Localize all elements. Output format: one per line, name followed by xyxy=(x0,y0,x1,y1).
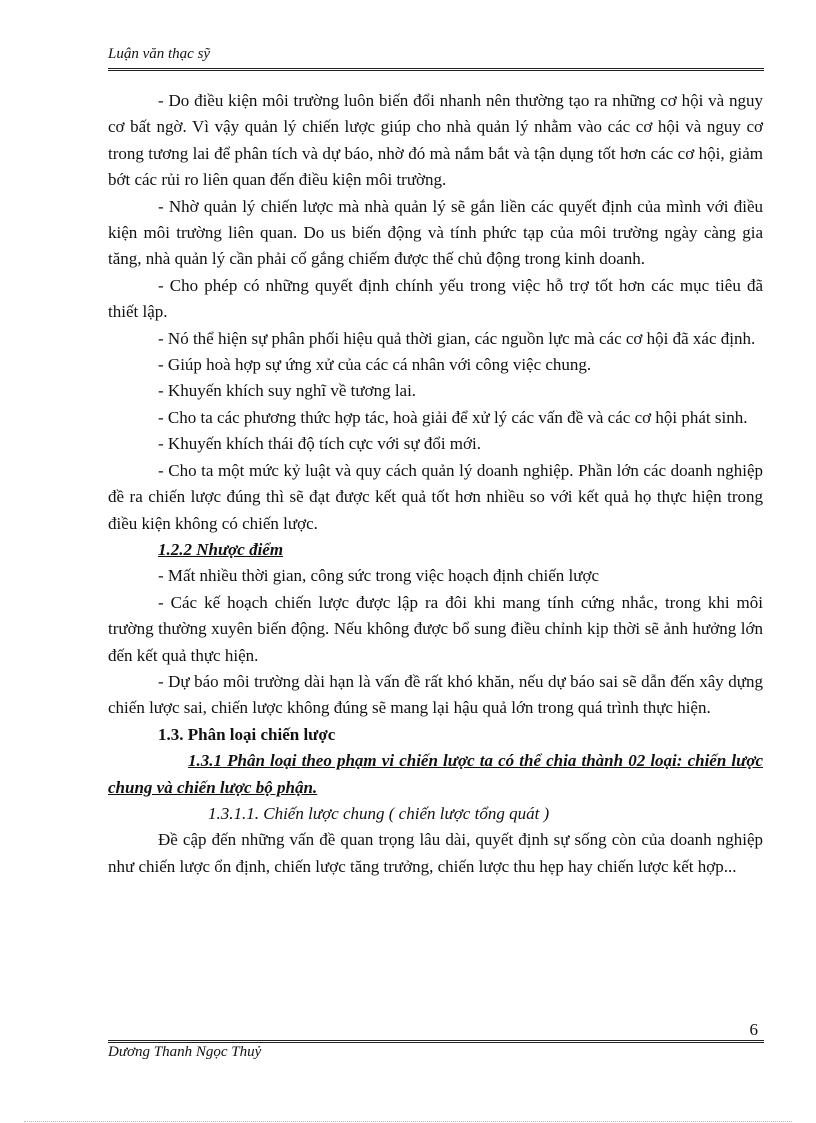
paragraph: - Nhờ quản lý chiến lược mà nhà quản lý sẽ gắn liền các quyết định của mình với điều kiện môi trường liên quan. Do us biến động và tính phức tạp của môi trường ngày càng gia tăng, nhà quản lý cần phải cố gắng chiếm được thế chủ động trong kinh doanh. xyxy=(108,196,763,269)
running-footer-author: Dương Thanh Ngọc Thuỷ xyxy=(108,1044,262,1060)
paragraph: Đề cập đến những vấn đề quan trọng lâu dài, quyết định sự sống còn của doanh nghiệp như chiến lược ổn định, chiến lược tăng trưởng, chiến lược thu hẹp hay chiến lược kết hợp... xyxy=(108,830,763,876)
page-edge-divider xyxy=(24,1121,792,1122)
section-heading-1-3: 1.3. Phân loại chiến lược xyxy=(158,724,336,744)
paragraph: - Do điều kiện môi trường luôn biến đổi nhanh nên thường tạo ra những cơ hội và nguy cơ bất ngờ. Vì vậy quản lý chiến lược giúp cho nhà quản lý nhằm vào các cơ hội và nguy cơ trong tương lai để phân tích và dự báo, nhờ đó mà nắm bắt và tận dụng tốt hơn các cơ hội, giảm bớt các rủi ro liên quan đến điều kiện môi trường. xyxy=(108,91,763,190)
paragraph: - Cho phép có những quyết định chính yếu trong việc hỗ trợ tốt hơn các mục tiêu đã thiết lập. xyxy=(108,275,763,322)
paragraph: - Dự báo môi trường dài hạn là vấn đề rất khó khăn, nếu dự báo sai sẽ dẫn đến xây dựng chiến lược sai, chiến lược không đúng sẽ mang lại hậu quả lớn trong quá trình thực hiện. xyxy=(108,671,763,718)
running-header: Luận văn thạc sỹ xyxy=(108,46,211,62)
paragraph: - Cho ta một mức kỷ luật và quy cách quản lý doanh nghiệp. Phần lớn các doanh nghiệp đề ra chiến lược đúng thì sẽ đạt được kết quả tốt hơn nhiều so với kết quả họ thực hiện trong điều kiện không có chiến lược. xyxy=(108,460,763,533)
paragraph: - Mất nhiều thời gian, công sức trong việc hoạch định chiến lược xyxy=(158,566,599,586)
paragraph: - Giúp hoà hợp sự ứng xử của các cá nhân với công việc chung. xyxy=(158,355,592,375)
footer-rule xyxy=(108,1040,764,1043)
paragraph: - Khuyến khích suy nghĩ về tương lai. xyxy=(158,381,417,401)
paragraph: - Các kế hoạch chiến lược được lập ra đôi khi mang tính cứng nhắc, trong khi môi trường thường xuyên biến động. Nếu không được bổ sung điều chỉnh kịp thời sẽ ảnh hưởng lớn đến kết quả thực hiện. xyxy=(108,592,763,665)
paragraph: - Cho ta các phương thức hợp tác, hoà giải để xử lý các vấn đề và các cơ hội phát sinh. xyxy=(158,407,748,427)
section-heading-1-3-1-1: 1.3.1.1. Chiến lược chung ( chiến lược tổng quát ) xyxy=(208,803,550,823)
section-heading-1-3-1: 1.3.1 Phân loại theo phạm vi chiến lược ta có thể chia thành 02 loại: chiến lược chung và chiến lược bộ phận. xyxy=(108,751,763,797)
section-heading-1-2-2: 1.2.2 Nhược điểm xyxy=(158,539,284,559)
paragraph: - Khuyến khích thái độ tích cực với sự đổi mới. xyxy=(158,434,481,454)
header-rule xyxy=(108,68,764,71)
page-number: 6 xyxy=(749,1020,758,1039)
page-body xyxy=(108,88,763,880)
paragraph: - Nó thể hiện sự phân phối hiệu quả thời gian, các nguồn lực mà các cơ hội đã xác định. xyxy=(158,328,756,348)
